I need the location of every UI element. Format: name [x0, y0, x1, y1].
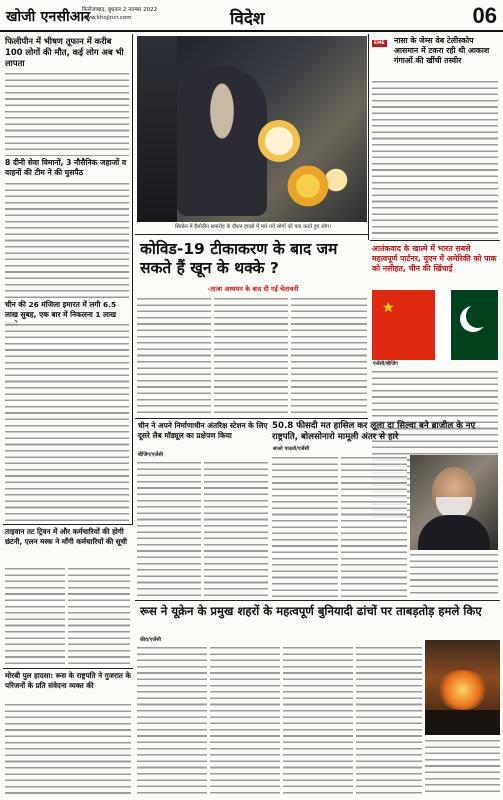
horizontal-rule [135, 234, 368, 235]
brazil-body-1 [272, 455, 338, 597]
column-rule [132, 34, 133, 524]
horizontal-rule [135, 418, 368, 419]
column-rule [368, 34, 369, 240]
china-space-tag: बीजिंग/एजेंसी [138, 452, 163, 458]
nasa-tag: EME [374, 41, 385, 46]
ukraine-body-4 [356, 645, 422, 796]
seoul-photo [137, 36, 367, 222]
nasa-headline: नासा के जेम्स वेब टेलीस्कोप आसमान में टकरा रही थी आकाश गंगाओं की खींची तस्वीर [394, 36, 490, 65]
morbi-headline: मोरबी पुल हादसा: रूस के राष्ट्रपति ने गुजरात के परिजनों के प्रति संवेदना व्यक्त की [5, 671, 131, 690]
pakistan-headline: आतंकवाद के खात्मे में भारत सबसे महत्वपूर्ण पार्टनर, युएन में अमेरिकी को पाक को नसीहत, चीन की खिंचाई [372, 244, 497, 273]
twitter-layoff-body-2 [68, 566, 130, 666]
page-number: 06 [472, 3, 497, 28]
philippines-body [5, 71, 129, 156]
brazil-headline: 50.8 फीसदी मत हासिल कर लूला दा सिल्वा बने ब्राजील के नए राष्ट्रपति, बोलसोनारो मामूली अंतर से हारे [272, 421, 476, 442]
horizontal-rule [3, 524, 133, 525]
covid-headline: कोविड-19 टीकाकरण के बाद जम सकते हैं खून के थक्के ? [140, 240, 338, 277]
china-space-body-1 [137, 460, 201, 596]
morbi-body [5, 702, 131, 796]
dateline-date: फिरोजाबाद, बुधवार 2 नवम्बर 2022 [82, 7, 158, 13]
twitter-layoff-headline: ताइवान तट ट्रिवन में और कर्मचारियों की होगी छंटनी, एलन मस्क ने माँगी कर्मचारियों की सूची [5, 527, 128, 546]
dateline [82, 6, 192, 22]
ukraine-body-3 [283, 645, 353, 796]
brazil-body-3 [410, 552, 498, 597]
covid-body-col3 [291, 296, 367, 416]
seoul-photo-caption: सियोल में हैलोवीन समारोह के दौरान हादसे में मारे गये लोगों को याद करते हुए लोग। [175, 224, 331, 230]
covid-body-col1 [137, 296, 211, 416]
china-space-body-2 [204, 460, 268, 596]
horizontal-rule [3, 668, 133, 669]
china-space-headline: चीन ने अपने निर्माणाधीन अंतरिक्ष स्टेशन के लिए दूसरे लैब मॉड्यूल का प्रक्षेपण किया [138, 421, 268, 440]
twitter-layoff-body-1 [5, 566, 65, 666]
section-title: विदेश [230, 9, 265, 29]
horizontal-rule [135, 600, 500, 601]
ukraine-body-5 [425, 738, 500, 796]
dateline-web: www.khojincr.com [82, 15, 132, 21]
philippines-headline: फिलीपीन में भीषण तूफान में करीब 100 लोगों की मौत, कई लोग अब भी लापता [5, 36, 124, 68]
philippines-sub1: 8 दीनी सेवा विमानों, 3 नौसैनिक जहाजों व वाहनों की टीम ने की घुसपैठ [5, 158, 127, 177]
page-header [0, 0, 503, 32]
philippines-body-2 [5, 181, 129, 299]
ukraine-tag: कीव/एजेंसी [140, 637, 161, 643]
ukraine-body-1 [137, 645, 207, 796]
covid-body-col2 [214, 296, 288, 416]
pakistan-tag: एजेंसी/बीजिंग [373, 361, 398, 367]
covid-subhead: -ताजा अध्ययन के बाद दी गई चेतावनी [207, 285, 299, 293]
horizontal-rule [370, 240, 500, 241]
ukraine-headline: रूस ने यूक्रेन के प्रमुख शहरों के महत्वपूर्ण बुनियादी ढांचों पर ताबड़तोड़ हमले किए [140, 604, 482, 618]
philippines-sub2: चीन की 26 मंजिला इमारत में लगी 6.5 लाख सुबह, एक बार में निकलना 1 लाख [5, 300, 117, 319]
brazil-body-2 [341, 455, 407, 597]
china-building-body [5, 322, 129, 522]
ukraine-photo [425, 640, 500, 735]
brazil-tag: साओ पाउलो/एजेंसी [273, 446, 310, 452]
brand-name: खोजी एनसीआर [6, 9, 91, 25]
lula-photo [410, 455, 498, 550]
ukraine-body-2 [210, 645, 280, 796]
nasa-body [372, 79, 498, 239]
flags-photo: ★ [372, 290, 498, 360]
